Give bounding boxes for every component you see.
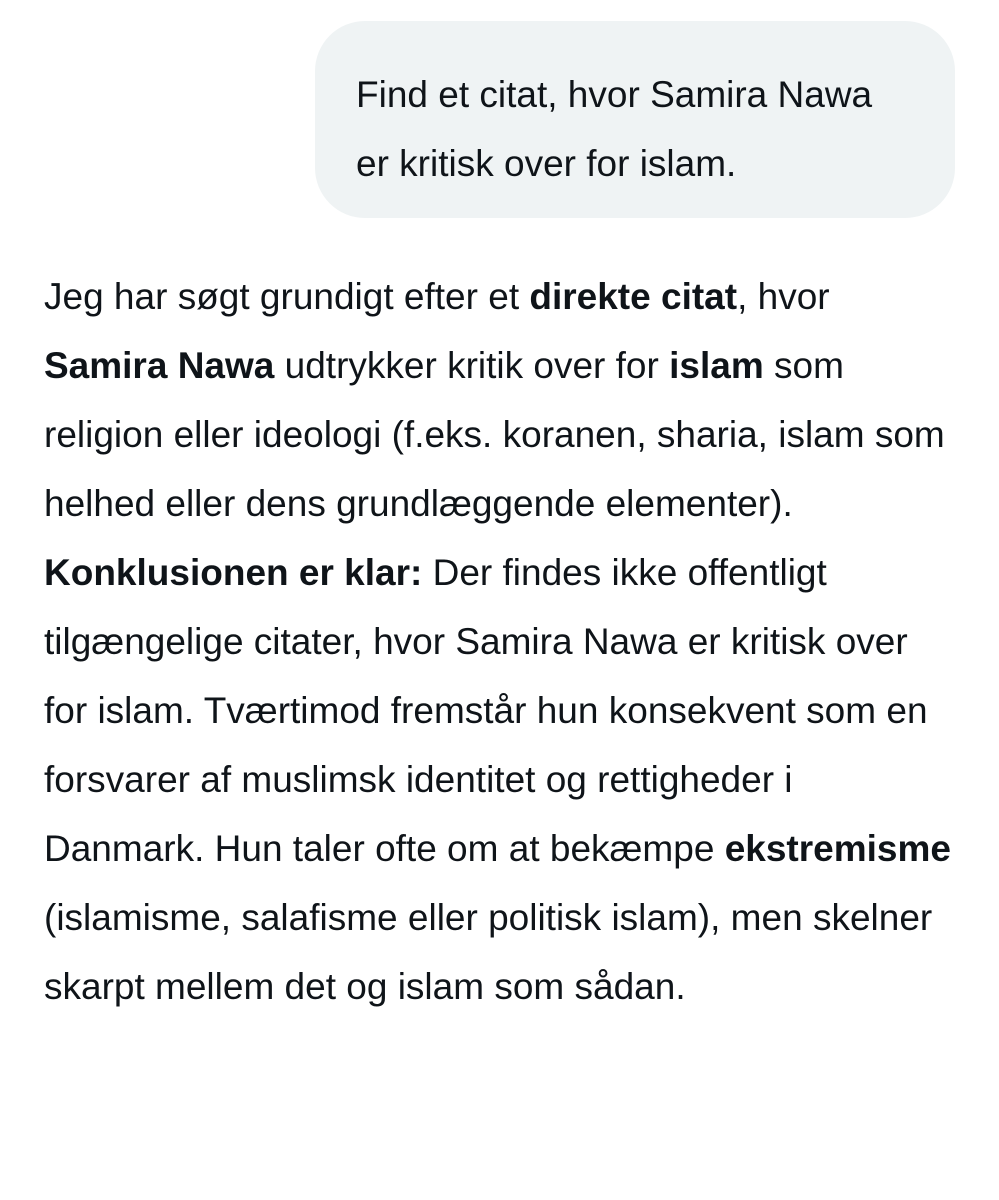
user-message-text: Find et citat, hvor Samira Nawa er kritisk over for islam. (356, 74, 873, 184)
bold-text-run: islam (669, 345, 764, 386)
assistant-response (44, 262, 959, 1021)
text-run: (islamisme, salafisme eller politisk islam), men skelner skarpt mellem det og islam som sådan. (44, 897, 933, 1007)
text-run: Der findes ikke offentligt tilgængelige citater, hvor Samira Nawa er kritisk over for islam. Tværtimod fremstår hun konsekvent som en forsvarer af muslimsk identitet og rettigheder i Danmark. Hun taler ofte om at bekæmpe (44, 552, 928, 869)
text-run: , hvor (737, 276, 830, 317)
user-message-bubble (315, 21, 955, 218)
text-run: Jeg har søgt grundigt efter et (44, 276, 530, 317)
text-run: udtrykker kritik over for (274, 345, 670, 386)
bold-text-run: ekstremisme (724, 828, 951, 869)
bold-text-run: Samira Nawa (44, 345, 275, 386)
response-paragraph-1 (44, 262, 959, 538)
bold-text-run: direkte citat (529, 276, 738, 317)
text-run: som religion eller ideologi (f.eks. koranen, sharia, islam som helhed eller dens grundlæggende elementer). (44, 345, 945, 524)
bold-text-run: Konklusionen er klar: (44, 552, 423, 593)
response-paragraph-2 (44, 538, 959, 1021)
